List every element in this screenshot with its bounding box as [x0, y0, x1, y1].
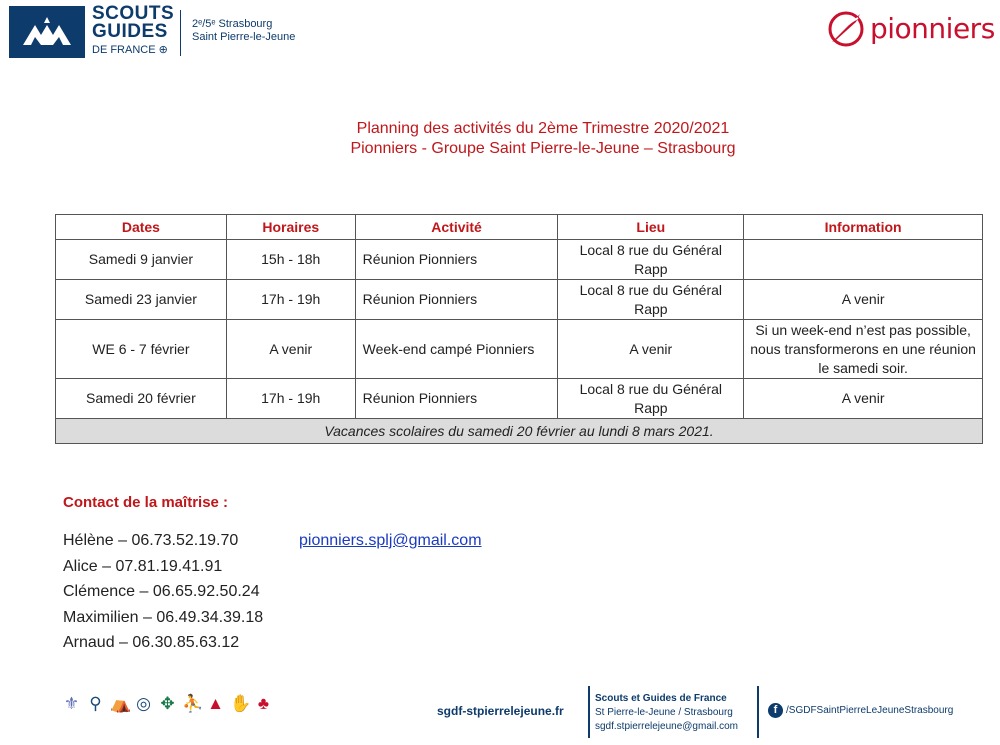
table-row [56, 379, 983, 419]
sgdf-logo-mark-icon [9, 6, 85, 58]
runner-icon: ⛹ [182, 694, 204, 713]
cell-info [744, 240, 983, 280]
cell-activity: Réunion Pionniers [355, 379, 558, 419]
org-location: St Pierre-le-Jeune / Strasbourg [595, 707, 733, 718]
group-line-1: 2ᵉ/5ᵉ Strasbourg [192, 18, 273, 30]
mountain-icon: ▲ [207, 694, 224, 713]
org-name: Scouts et Guides de France [595, 693, 727, 704]
header-information: Information [744, 215, 983, 240]
cell-info: Si un week-end n’est pas possible, nous transformerons en une réunion le samedi soir. [744, 320, 983, 379]
group-name [192, 18, 295, 44]
cell-place: A venir [558, 320, 744, 379]
cell-date: Samedi 20 février [56, 379, 227, 419]
cell-info: A venir [744, 379, 983, 419]
org-email: sgdf.stpierrelejeune@gmail.com [595, 721, 738, 732]
header-horaires: Horaires [226, 215, 355, 240]
header-lieu: Lieu [558, 215, 744, 240]
facebook-block [768, 703, 953, 718]
header-activite: Activité [355, 215, 558, 240]
cell-activity: Week-end campé Pionniers [355, 320, 558, 379]
cell-activity: Réunion Pionniers [355, 240, 558, 280]
contact-item: Hélène – 06.73.52.19.70 [63, 532, 239, 549]
website-text: sgdf-stpierrelejeune.fr [437, 704, 564, 718]
cell-time: 17h - 19h [226, 280, 355, 320]
cell-info: A venir [744, 280, 983, 320]
email-link[interactable]: pionniers.splj@gmail.com [299, 532, 482, 549]
cell-time: 15h - 18h [226, 240, 355, 280]
group-line-2: Saint Pierre-le-Jeune [192, 31, 296, 43]
hand-icon: ✋ [230, 694, 252, 713]
org-block [595, 692, 738, 734]
cross-icon: ✥ [160, 694, 175, 713]
title-line-1: Planning des activités du 2ème Trimestre 2020/2021 [356, 120, 730, 137]
tents-icon: ⛺ [110, 694, 132, 713]
cell-activity: Réunion Pionniers [355, 280, 558, 320]
logo-line-1: SCOUTS [92, 3, 175, 24]
table-row [56, 240, 983, 280]
tree-icon: ♣ [257, 694, 270, 713]
page-title [0, 119, 1000, 159]
table-header-row [56, 215, 983, 240]
schedule-table [55, 214, 983, 444]
cell-place: Local 8 rue du Général Rapp [558, 280, 744, 320]
contact-list [63, 528, 263, 656]
facebook-handle: /SGDFSaintPierreLeJeuneStrasbourg [786, 705, 954, 716]
title-line-2: Pionniers - Groupe Saint Pierre-le-Jeune – Strasbourg [350, 140, 736, 157]
compass-icon: ⚲ [89, 694, 102, 713]
footer-separator [588, 686, 590, 738]
logo-line-2: GUIDES [92, 21, 168, 42]
holiday-row [56, 419, 983, 444]
pionniers-logo-text: pionniers [870, 11, 995, 45]
footer-separator [757, 686, 759, 738]
fleur-icon: ⚜ [63, 694, 80, 713]
cell-time: A venir [226, 320, 355, 379]
target-icon: ◎ [136, 694, 151, 713]
pionniers-emblem-icon [826, 8, 866, 48]
facebook-icon: f [768, 703, 783, 718]
contact-item: Alice – 07.81.19.41.91 [63, 557, 223, 575]
table-row [56, 280, 983, 320]
contact-item: Clémence – 06.65.92.50.24 [63, 583, 260, 600]
logo-line-3: DE FRANCE ⊕ [92, 44, 168, 56]
cell-place: Local 8 rue du Général Rapp [558, 240, 744, 280]
cell-date: WE 6 - 7 février [56, 320, 227, 379]
cell-place: Local 8 rue du Général Rapp [558, 379, 744, 419]
cell-date: Samedi 9 janvier [56, 240, 227, 280]
branch-icons [62, 694, 273, 713]
contact-item: Arnaud – 06.30.85.63.12 [63, 634, 240, 651]
header-separator [180, 10, 181, 56]
pionniers-logo [826, 8, 995, 48]
holiday-note: Vacances scolaires du samedi 20 février au lundi 8 mars 2021. [56, 419, 983, 444]
contact-title: Contact de la maîtrise : [63, 494, 229, 511]
table-row [56, 320, 983, 379]
cell-time: 17h - 19h [226, 379, 355, 419]
header-dates: Dates [56, 215, 227, 240]
contact-item: Maximilien – 06.49.34.39.18 [63, 608, 264, 626]
cell-date: Samedi 23 janvier [56, 280, 227, 320]
sgdf-logo [9, 3, 175, 58]
